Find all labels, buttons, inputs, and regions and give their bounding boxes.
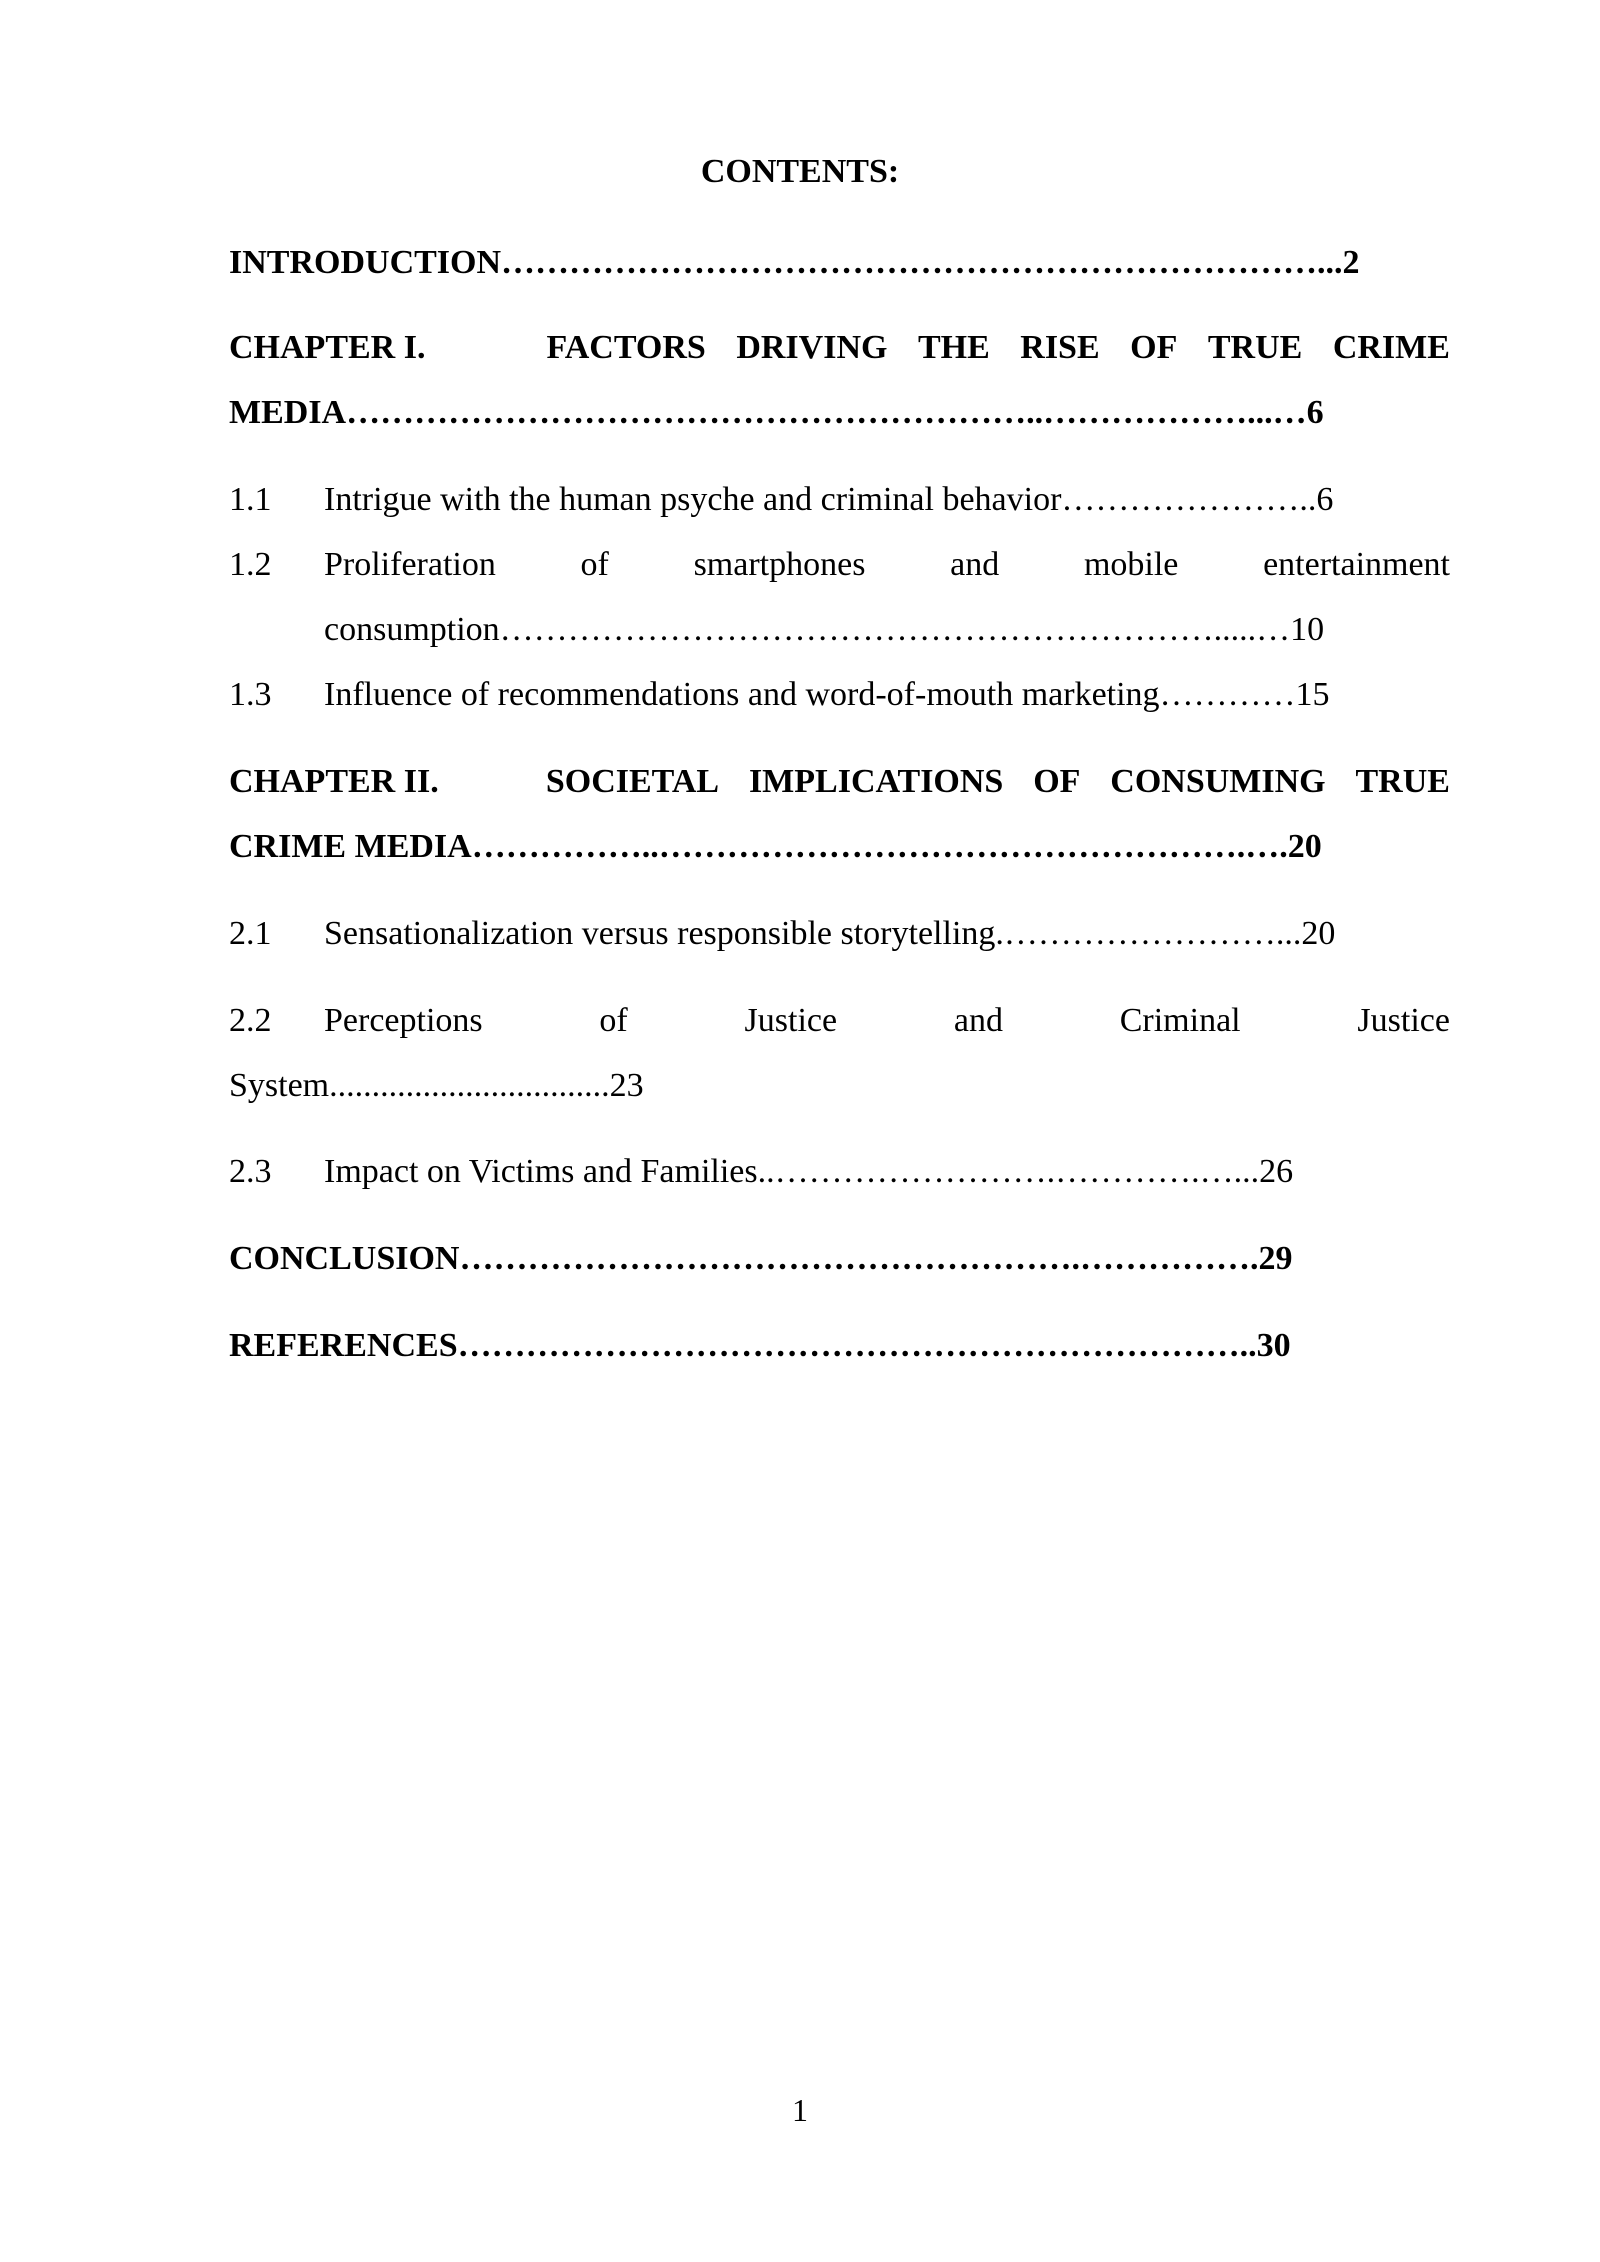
chapter-2-label: CHAPTER II. (229, 763, 439, 800)
toc-section-2-3 (229, 1152, 1450, 1192)
chapter-1-label: CHAPTER I. (229, 329, 426, 366)
chapter-1-word: TRUE (1207, 329, 1303, 366)
chapter-2-word: CONSUMING (1110, 763, 1326, 800)
toc-chapter-1-line2: MEDIA……………………………………………………..………………...…6 (229, 394, 1324, 431)
toc-conclusion: CONCLUSION……………………………………………….…………….29 (229, 1240, 1293, 1277)
section-word: Perceptions (324, 1002, 483, 1039)
chapter-2-word: OF (1033, 763, 1081, 800)
toc-introduction: INTRODUCTION………………………………………………………………...2 (229, 244, 1360, 281)
contents-title: CONTENTS: (700, 153, 900, 190)
section-title: Impact on Victims and Families..…………………….………….…...26 (324, 1153, 1294, 1190)
toc-chapter-2-line1 (229, 762, 1450, 802)
page-number: 1 (792, 2092, 808, 2128)
section-title: Sensationalization versus responsible storytelling.……………………...20 (324, 915, 1336, 952)
section-number: 1.1 (229, 481, 272, 518)
toc-section-2-1 (229, 914, 1450, 954)
section-number: 2.2 (229, 1002, 272, 1039)
section-title: Intrigue with the human psyche and criminal behavior…………………..6 (324, 481, 1334, 518)
toc-section-2-2-line1 (229, 1001, 1450, 1041)
chapter-1-word: RISE (1020, 329, 1100, 366)
section-word: of (599, 1002, 628, 1039)
section-title: Influence of recommendations and word-of-mouth marketing…………15 (324, 676, 1330, 713)
chapter-2-word: SOCIETAL (545, 763, 720, 800)
toc-chapter-1-line1 (229, 328, 1450, 368)
chapter-2-word: TRUE (1355, 763, 1450, 800)
chapter-1-word: DRIVING (736, 329, 888, 366)
toc-section-2-2-line2: System.................................23 (229, 1067, 644, 1104)
section-word: smartphones (693, 546, 866, 583)
chapter-2-word: IMPLICATIONS (748, 763, 1004, 800)
toc-references: REFERENCES……………………………………………………………..30 (229, 1327, 1291, 1364)
section-word: Criminal (1119, 1002, 1241, 1039)
section-word: Justice (744, 1002, 838, 1039)
section-word: of (580, 546, 609, 583)
toc-section-1-1 (229, 480, 1450, 520)
section-word: entertainment (1263, 546, 1450, 583)
section-number: 1.3 (229, 676, 272, 713)
section-word: and (953, 1002, 1003, 1039)
chapter-1-word: FACTORS (546, 329, 706, 366)
section-word: mobile (1083, 546, 1179, 583)
section-number: 1.2 (229, 546, 272, 583)
toc-section-1-2-line2: consumption……………………………………………………….....…10 (324, 611, 1325, 648)
section-word: Proliferation (324, 546, 496, 583)
toc-chapter-2-line2: CRIME MEDIA……………..…………………………………………….….20 (229, 828, 1322, 865)
chapter-1-word: OF (1130, 329, 1178, 366)
section-word: and (950, 546, 1000, 583)
section-word: Justice (1357, 1002, 1450, 1039)
chapter-1-word: THE (917, 329, 990, 366)
toc-section-1-2-line1 (229, 545, 1450, 585)
section-number: 2.3 (229, 1153, 272, 1190)
chapter-1-word: CRIME (1332, 329, 1450, 366)
toc-section-1-3 (229, 675, 1450, 715)
section-number: 2.1 (229, 915, 272, 952)
